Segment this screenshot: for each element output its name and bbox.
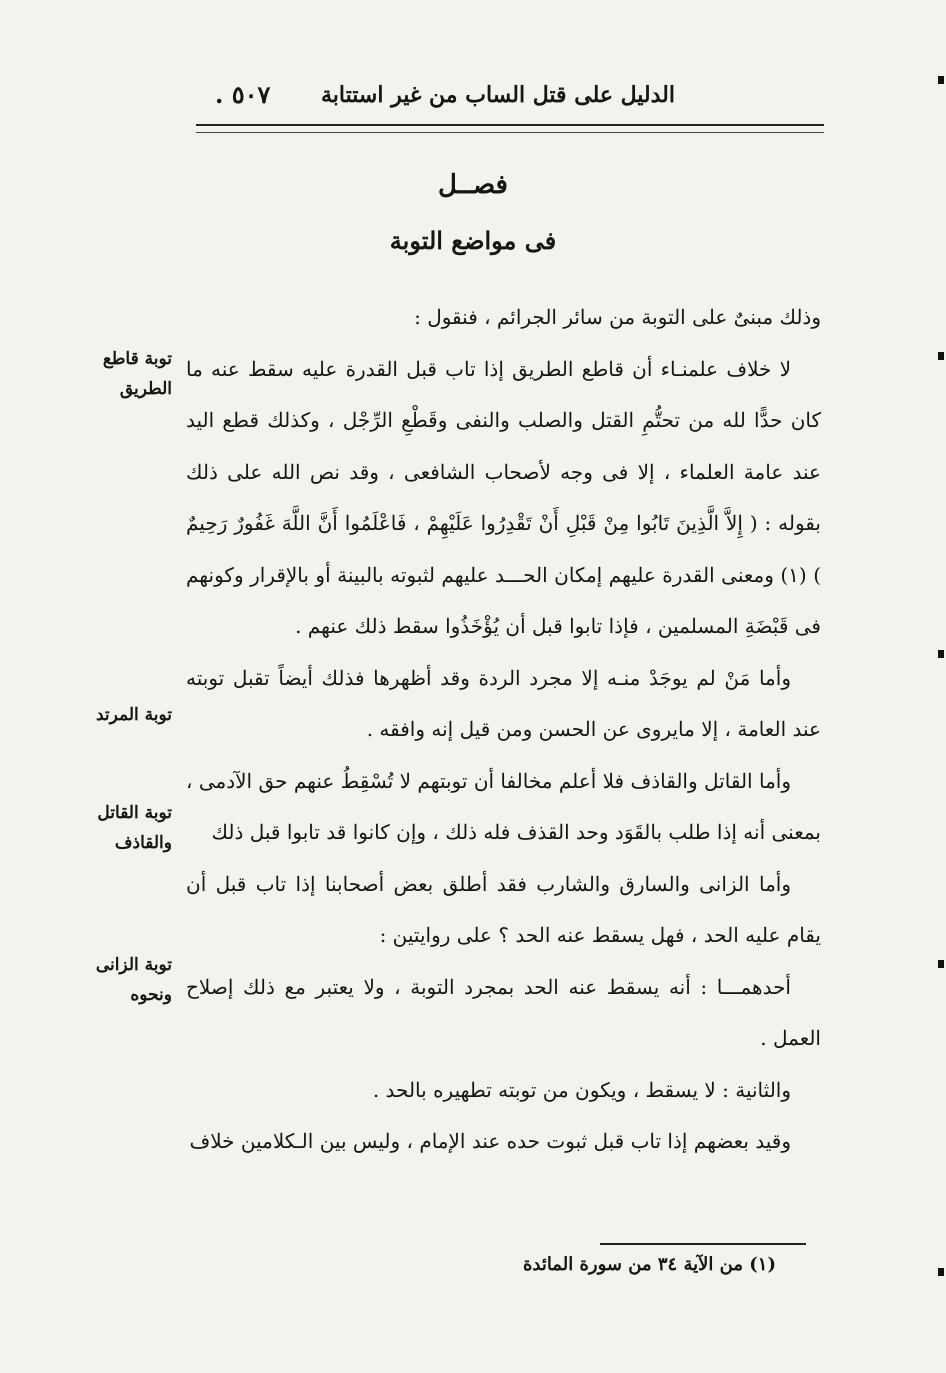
margin-note-highway-robber: توبة قاطع الطريق <box>102 349 172 399</box>
binding-mark <box>938 352 944 360</box>
footnote: (١) من الآية ٣٤ من سورة المائدة <box>522 1254 776 1275</box>
section-subtitle: فى مواضع التوبة <box>389 226 557 255</box>
margin-note-killer-slanderer: توبة القاتل والقاذف <box>97 803 172 853</box>
margin-note-adulterer: توبة الزانى ونحوه <box>95 955 172 1005</box>
paragraph-killer-slanderer: وأما القاتل والقاذف فلا أعلم مخالفا أن توبتهم لا تُسْقِطُ عنهم حق الآدمى ، بمعنى أنه إذا طلب بالقَوَد وحد القذف فله ذلك ، وإن كانوا قد تابوا قبل ذلك <box>186 768 821 844</box>
margin-note-apostate: توبة المرتد <box>95 705 172 725</box>
header-title: الدليل على قتل الساب من غير استتابة <box>321 82 675 108</box>
paragraph-first-narration: أحدهمـــا : أنه يسقط عنه الحد بمجرد التوبة ، ولا يعتبر مع ذلك إصلاح العمل . <box>186 974 821 1050</box>
paragraph-adulterer: وأما الزانى والسارق والشارب فقد أطلق بعض أصحابنا إذا تاب قبل أن يقام عليه الحد ، فهل يسقط عنه الحد ؟ على روايتين : <box>186 871 821 947</box>
binding-mark <box>938 960 944 968</box>
binding-mark <box>938 1268 944 1276</box>
paragraph-qualification: وقيد بعضهم إذا تاب قبل ثبوت حده عند الإمام ، وليس بين الـكلامين خلاف <box>189 1129 791 1153</box>
header-rule-thin <box>196 132 824 133</box>
footnote-rule <box>600 1243 806 1245</box>
paragraph-second-narration: والثانية : لا يسقط ، ويكون من توبته تطهيره بالحد . <box>372 1077 791 1102</box>
section-title: فصــل <box>438 170 508 200</box>
running-header <box>195 78 825 118</box>
binding-mark <box>938 650 944 658</box>
paragraph-apostate: وأما مَنْ لم يوجَدْ منـه إلا مجرد الردة وقد أظهرها فذلك أيضاً تقبل توبته عند العامة ، إلا مايروى عن الحسن ومن قيل إنه وافقه . <box>186 665 821 741</box>
body-text <box>186 292 821 1168</box>
header-rule <box>196 124 824 126</box>
paragraph-highway-robber: لا خلاف علمنـاء أن قاطع الطريق إذا تاب قبل القدرة عليه سقط عنه ما كان حدًّا لله من تحتُّمِ القتل والصلب والنفى وقَطْعِ الرِّجْل ، وكذلك قطع اليد عند عامة العلماء ، إلا فى وجه لأصحاب الشافعى ، وقد نص الله على ذلك بقوله : ( إِلاَّ الَّذِينَ تَابُوا مِنْ قَبْلِ أَنْ تَقْدِرُوا عَلَيْهِمْ ، فَاعْلَمُوا أَنَّ اللَّهَ غَفُورٌ رَحِيمٌ ) (١) ومعنى القدرة عليهم إمكان الحـــد عليهم لثبوته بالبينة أو بالإقرار وكونهم فى قَبْضَةِ المسلمين ، فإذا تابوا قبل أن يُؤْخَذُوا سقط ذلك عنهم . <box>186 356 821 638</box>
page-number: ٥٠٧ . <box>215 80 271 109</box>
paragraph-intro: وذلك مبنىٌ على التوبة من سائر الجرائم ، فنقول : <box>414 305 821 329</box>
binding-mark <box>938 76 944 84</box>
